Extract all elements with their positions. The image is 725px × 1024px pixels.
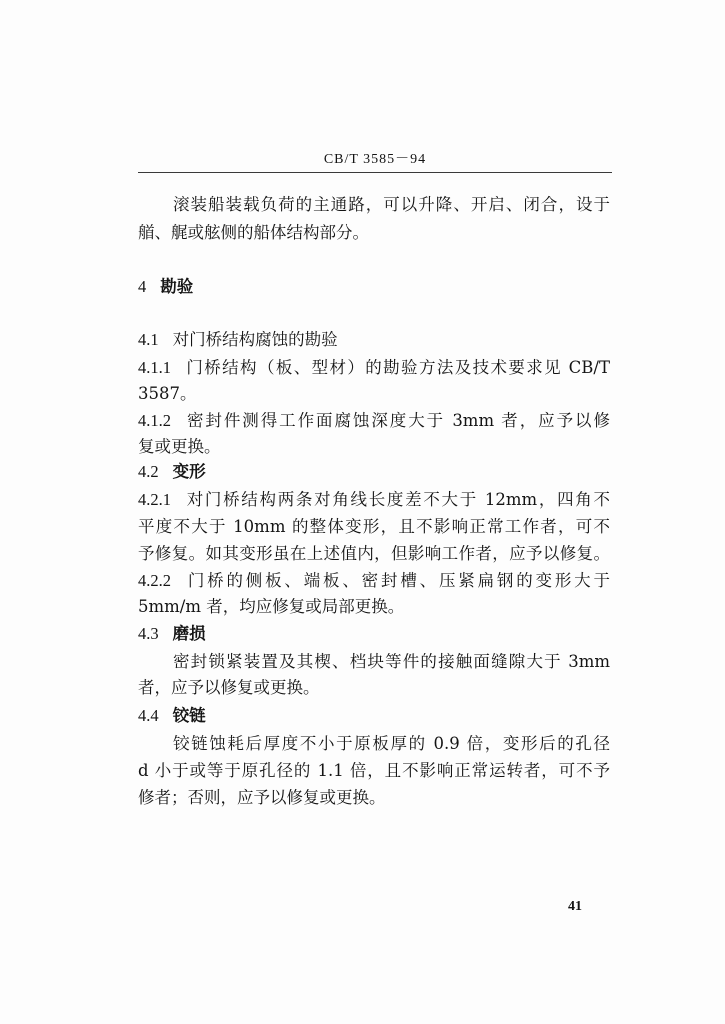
section-title: 磨损 xyxy=(172,624,206,643)
section-number: 4 xyxy=(138,277,147,296)
clause-number: 4.2.2 xyxy=(138,571,171,590)
section-4-4-line-3: 修者；否则，应予以修复或更换。 xyxy=(138,788,386,807)
clause-number: 4.2.1 xyxy=(138,490,171,509)
clause-text: 门桥结构（板、型材）的勘验方法及技术要求见 CB/T xyxy=(185,358,610,377)
clause-4-1-2-line-1 xyxy=(138,409,610,433)
section-4-3-heading xyxy=(138,622,610,646)
section-number: 4.3 xyxy=(138,624,159,643)
clause-4-1-2-line-2: 复或更换。 xyxy=(138,437,221,456)
clause-text: 密封件测得工作面腐蚀深度大于 3mm 者，应予以修 xyxy=(185,411,610,430)
section-title: 对门桥结构腐蚀的勘验 xyxy=(172,330,338,349)
section-4-3-line-2: 者，应予以修复或更换。 xyxy=(138,678,320,697)
clause-4-2-2-line-2: 5mm/m 者，均应修复或局部更换。 xyxy=(138,597,405,616)
section-number: 4.2 xyxy=(138,462,159,481)
clause-number: 4.1.1 xyxy=(138,358,171,377)
clause-4-2-1-line-1 xyxy=(138,488,610,512)
section-4-1-heading xyxy=(138,328,610,352)
section-4-4-line-1: 铰链蚀耗后厚度不小于原板厚的 0.9 倍，变形后的孔径 xyxy=(173,734,610,753)
header-rule xyxy=(138,172,612,173)
intro-line-2: 艏、艉或舷侧的船体结构部分。 xyxy=(138,223,369,242)
section-4-3-line-1: 密封锁紧装置及其楔、档块等件的接触面缝隙大于 3mm xyxy=(173,652,610,671)
clause-4-2-1-line-2: 平度不大于 10mm 的整体变形，且不影响正常工作者，可不 xyxy=(138,517,610,536)
section-title: 铰链 xyxy=(172,706,206,725)
clause-number: 4.1.2 xyxy=(138,411,171,430)
page-number: 41 xyxy=(568,899,582,914)
clause-4-2-1-line-3: 予修复。如其变形虽在上述值内，但影响工作者，应予以修复。 xyxy=(138,544,610,563)
section-number: 4.1 xyxy=(138,330,159,349)
section-title: 勘验 xyxy=(160,277,194,296)
section-4-4-line-2: d 小于或等于原孔径的 1.1 倍，且不影响正常运转者，可不予 xyxy=(138,761,610,780)
intro-line-1: 滚装船装载负荷的主通路，可以升降、开启、闭合，设于 xyxy=(173,195,610,214)
section-4-2-heading xyxy=(138,460,610,484)
standard-code-header: CB/T 3585－94 xyxy=(323,152,427,167)
section-4-heading xyxy=(138,275,610,299)
clause-text: 对门桥结构两条对角线长度差不大于 12mm，四角不 xyxy=(185,490,610,509)
clause-4-2-2-line-1 xyxy=(138,569,610,593)
section-4-4-heading xyxy=(138,704,610,728)
clause-4-1-1-line-1 xyxy=(138,356,610,380)
section-number: 4.4 xyxy=(138,706,159,725)
clause-text: 门桥的侧板、端板、密封槽、压紧扁钢的变形大于 xyxy=(185,571,610,590)
clause-4-1-1-line-2: 3587。 xyxy=(138,384,197,403)
section-title: 变形 xyxy=(172,462,206,481)
